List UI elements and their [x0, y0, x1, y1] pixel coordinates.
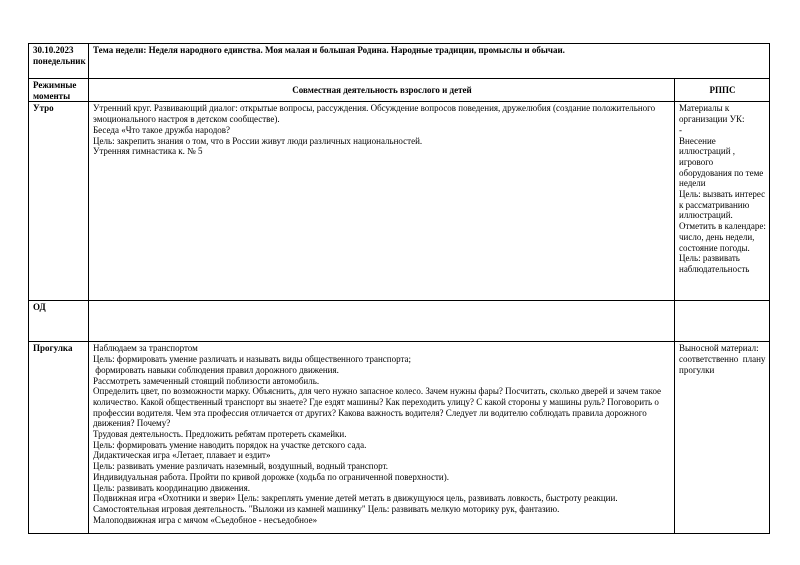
od-rpps [675, 301, 770, 342]
morning-activity-line: Утренняя гимнастика к. № 5 [93, 146, 203, 157]
walk-activity-line: Цель: формировать умение различать и называть виды общественного транспорта; [93, 354, 411, 365]
column-header-joint: Совместная деятельность взрослого и детей [89, 79, 675, 102]
walk-activity-line: Малоподвижная игра с мячом «Съедобное - несъедобное» [93, 514, 318, 525]
morning-activity [89, 102, 675, 301]
walk-activity [89, 342, 675, 534]
walk-activity-line: Самостоятельная игровая деятельность. "Выложи из камней машинку" Цель: развивать мелкую моторику рук, фантазию. [93, 503, 560, 514]
od-row [29, 301, 770, 342]
week-theme: Тема недели: Неделя народного единства. Моя малая и большая Родина. Народные традиции, промыслы и обычаи. [89, 44, 770, 79]
morning-rpps: Материалы к организации УК: - Внесение иллюстраций , игрового оборудования по теме недели Цель: вызвать интерес к рассматриванию иллюстраций. Отметить в календаре: число, день недели, состояние погоды. Цель: развивать наблюдательность [675, 102, 770, 301]
walk-row [29, 342, 770, 534]
column-header-row [29, 79, 770, 102]
plan-table [28, 43, 770, 534]
header-row [29, 44, 770, 79]
date-cell: 30.10.2023 понедельник [29, 44, 89, 79]
od-label: ОД [29, 301, 89, 342]
walk-activity-line: формировать навыки соблюдения правил дорожного движения. [93, 364, 339, 375]
od-activity [89, 301, 675, 342]
walk-activity-line: Определить цвет, по возможности марку. Объяснить, для чего нужно запасное колесо. Зачем нужны фары? Посчитать, сколько дверей и зачем такое количество. Какой общественный транспорт вы знаете? Где ездят машины? Как переходить улицу? С какой стороны у машины руль? Поговорить о профессии водителя. Чем эта профессия отличается от других? Какова важность водителя? Следует ли водителю соблюдать правила дорожного движения? Почему? [93, 386, 662, 429]
walk-activity-line: Цель: развивать координацию движения. [93, 482, 251, 493]
morning-row [29, 102, 770, 301]
morning-activity-line: Цель: закрепить знания о том, что в России живут люди различных национальностей. [93, 135, 423, 146]
walk-activity-line: Наблюдаем за транспортом [93, 343, 198, 354]
walk-activity-line: Цель: формировать умение наводить порядок на участке детского сада. [93, 439, 367, 450]
walk-activity-line: Дидактическая игра «Летает, плавает и ездит» [93, 450, 271, 461]
walk-activity-line: Индивидуальная работа. Пройти по кривой дорожке (ходьба по ограниченной поверхности). [93, 471, 449, 482]
walk-rpps: Выносной материал: соответственно плану прогулки [675, 342, 770, 534]
walk-activity-line: Трудовая деятельность. Предложить ребятам протереть скамейки. [93, 429, 347, 440]
morning-activity-line: Утренний круг. Развивающий диалог: открытые вопросы, рассуждения. Обсуждение вопросов поведения, дружелюбия (создание положительного эмоционального настроя в детском сообществе). [93, 103, 656, 125]
column-header-regime: Режимные моменты [29, 79, 89, 102]
walk-label: Прогулка [29, 342, 89, 534]
column-header-rpps: РППС [675, 79, 770, 102]
morning-label: Утро [29, 102, 89, 301]
morning-activity-line: Беседа «Что такое дружба народов? [93, 124, 231, 135]
walk-activity-line: Рассмотреть замеченный стоящий поблизости автомобиль. [93, 375, 320, 386]
walk-activity-line: Подвижная игра «Охотники и звери» Цель: закреплять умение детей метать в движущуюся цель, развивать ловкость, быстроту реакции. [93, 493, 618, 504]
walk-activity-line: Цель: развивать умение различать наземный, воздушный, водный транспорт. [93, 461, 389, 472]
